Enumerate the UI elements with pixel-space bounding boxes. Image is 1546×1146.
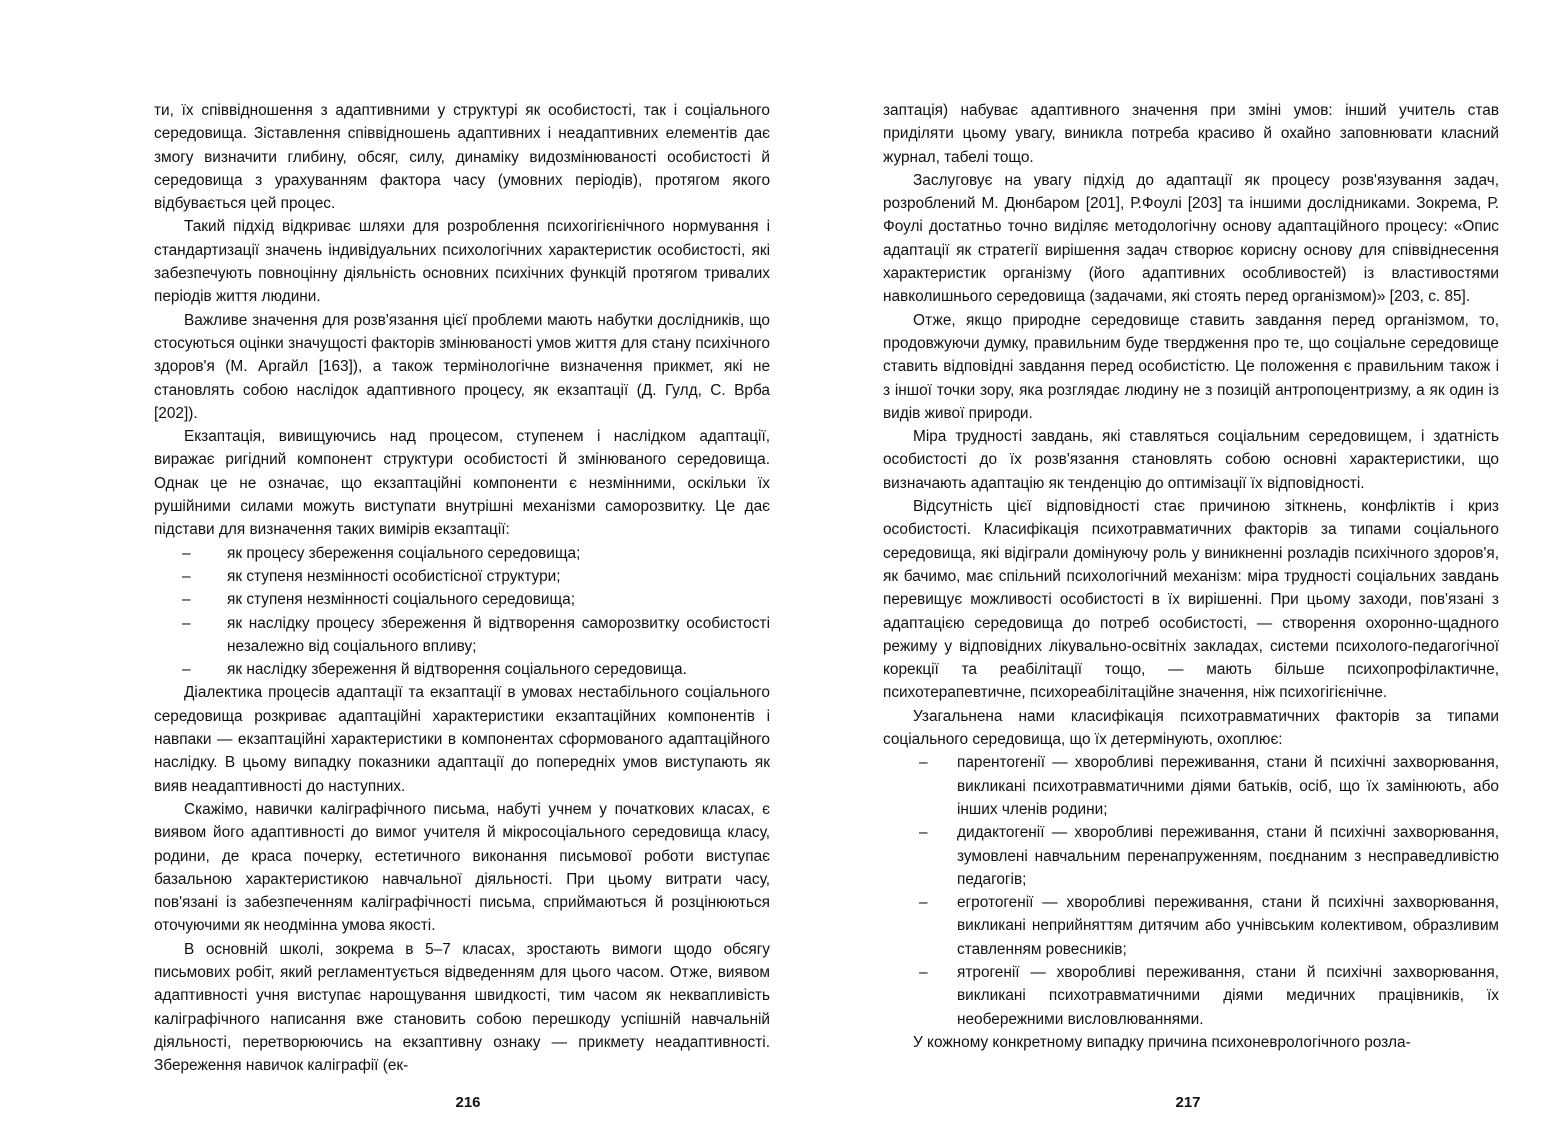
dash-bullet: – [182,614,191,632]
paragraph: Екзаптація, вивищуючись над процесом, ступенем і наслідком адаптації, виражає ригідний компонент структури особистості й змінюваного середовища. Однак це не означає, що екзаптаційні компоненти є незмінними, оскільки їх рушійними силами можуть виступати внутрішні механізми саморозвитку. Це дає підстави для визначення таких вимірів екзаптації: [154,428,770,539]
dash-bullet: – [182,544,191,562]
list-item-text: парентогенії — хворобливі переживання, стани й психічні захворювання, викликані психотравматичними діями батьків, осіб, що їх замінюють, або інших членів родини; [957,754,1499,818]
list-item [883,891,1499,961]
list-item [154,588,770,611]
paragraph: Діалектика процесів адаптації та екзаптації в умовах нестабільного соціального середовища розкриває адаптаційні характеристики екзаптаційних компонентів і навпаки — екзаптаційні характеристики в компонентах сформованого адаптаційного наслідку. В цьому випадку показники адаптації до попередніх умов виступають як вияв неадаптивності до наступних. [154,684,770,795]
right-text-column [883,99,1499,1054]
paragraph: В основній школі, зокрема в 5–7 класах, зростають вимоги щодо обсягу письмових робіт, який регламентується відведенням для цього часом. Отже, виявом адаптивності учня виступає нарощування швидкості, тим часом як неквапливість каліграфічного написання вже становить собою перешкоду успішній навчальній діяльності, перетворюючись на екзаптивну ознаку — прикмету неадаптивності. Збереження навичок каліграфії (ек- [154,940,770,1075]
list-item-text: як наслідку процесу збереження й відтворення саморозвитку особистості незалежно від соціального впливу; [227,614,770,655]
paragraph: Важливе значення для розв'язання цієї проблеми мають набутки дослідників, що стосуються оцінки значущості факторів змінюваності умов життя для стану психічного здоров'я (М. Аргайл [163]), а також термінологічне визначення прикмет, які не становлять собою наслідок адаптивного процесу, як екзаптації (Д. Гулд, С. Врба [202]). [154,311,770,422]
list-item-text: як ступеня незмінності соціального середовища; [227,591,575,609]
paragraph: ти, їх співвідношення з адаптивними у структурі як особистості, так і соціального середовища. Зіставлення співвідношень адаптивних і неадаптивних елементів дає змогу визначити глибину, обсяг, силу, динаміку видозмінюваності особистості й середовища з урахуванням фактора часу (умовних періодів), протягом якого відбувається цей процес. [154,102,770,213]
list-item-text: як ступеня незмінності особистісної структури; [227,567,561,585]
dash-bullet: – [919,754,928,772]
dash-bullet: – [919,963,928,981]
list-item [154,542,770,565]
list-item-text: дидактогенії — хворобливі переживання, стани й психічні захворювання, зумовлені навчальним перенапруженням, поєднаним з несправедливістю педагогів; [957,824,1499,888]
dimension-list [154,542,770,682]
paragraph: Такий підхід відкриває шляхи для розроблення психогігієнічного нормування і стандартизації значень індивідуальних психологічних характеристик особистості, які забезпечують повноцінну діяльність основних психічних функцій протягом тривалих періодів життя людини. [154,218,770,306]
paragraph: Відсутність цієї відповідності стає причиною зіткнень, конфліктів і криз особистості. Класифікація психотравматичних факторів за типами соціального середовища, які відіграли домінуючу роль у виникненні розладів психічного здоров'я, як бачимо, має спільний психологічний механізм: міра трудності соціальних завдань перевищує можливості особистості в їх вирішенні. При цьому заходи, пов'язані з адаптацією середовища до потреб особистості, — створення охоронно-щадного режиму у відповідних лікувально-освітніх закладах, системи психолого-педагогічної корекції та реабілітації тощо, — мають більше психопрофілактичне, психотерапевтичне, психореабілітаційне значення, ніж психогігієнічне. [883,498,1499,702]
paragraph: У кожному конкретному випадку причина психоневрологічного розла- [913,1033,1411,1051]
dash-bullet: – [919,894,928,912]
left-text-column [154,99,770,1077]
page-number: 216 [455,1094,481,1111]
paragraph: Узагальнена нами класифікація психотравматичних факторів за типами соціального середовища, що їх детермінують, охоплює: [883,707,1499,749]
paragraph: Міра трудності завдань, які ставляться соціальним середовищем, і здатність особистості до їх розв'язання становлять собою основні характеристики, що визначають адаптацію як тенденцію до оптимізації їх відповідності. [883,428,1499,492]
list-item-text: ятрогенії — хворобливі переживання, стани й психічні захворювання, викликані психотравматичними діями медичних працівників, їх необережними висловлюваннями. [957,963,1499,1028]
dash-bullet: – [182,661,191,679]
list-item [154,658,770,681]
factor-list [883,751,1499,1031]
list-item-text: егротогенії — хворобливі переживання, стани й психічні захворювання, викликані неприйняттям дитячим або учнівським колективом, образливим ставленням ровесників; [957,894,1499,958]
list-item [883,751,1499,821]
list-item [883,961,1499,1031]
paragraph: Отже, якщо природне середовище ставить завдання перед організмом, то, продовжуючи думку, правильним буде твердження про те, що соціальне середовище ставить відповідні завдання перед особистістю. Це положення є правильним також і з іншої точки зору, яка розглядає людину не з позицій антропоцентризму, а як один із видів живої природи. [883,311,1499,422]
paragraph: Заслуговує на увагу підхід до адаптації як процесу розв'язування задач, розроблений М. Дюнбаром [201], Р.Фоулі [203] та іншими дослідниками. Зокрема, Р. Фоулі достатньо точно виділяє методологічну основу адаптаційного процесу: «Опис адаптації як стратегії вирішення задач створює корисну основу для співвіднесення характеристик організму (його адаптивних особливостей) із властивостями навколишнього середовища (задачами, які стоять перед організмом)» [203, с. 85]. [883,171,1499,306]
list-item-text: як наслідку збереження й відтворення соціального середовища. [227,661,687,679]
list-item [154,565,770,588]
list-item [154,612,770,659]
dash-bullet: – [919,824,928,842]
list-item [883,821,1499,891]
list-item-text: як процесу збереження соціального середовища; [227,544,581,562]
right-page [773,0,1546,1146]
paragraph: заптація) набуває адаптивного значення при зміні умов: інший учитель став приділяти цьому увагу, виникла потреба красиво й охайно заповнювати класний журнал, табелі тощо. [883,102,1499,166]
paragraph: Скажімо, навички каліграфічного письма, набуті учнем у початкових класах, є виявом його адаптивності до вимог учителя й мікросоціального середовища класу, родини, де краса почерку, естетичного виконання письмової роботи виступає базальною характеристикою навчальної діяльності. При цьому витрати часу, пов'язані із забезпеченням каліграфічності письма, сприймаються й розцінюються оточуючими як неодмінна умова якості. [154,800,770,935]
page-number: 217 [1175,1094,1201,1111]
dash-bullet: – [182,567,191,585]
dash-bullet: – [182,591,191,609]
